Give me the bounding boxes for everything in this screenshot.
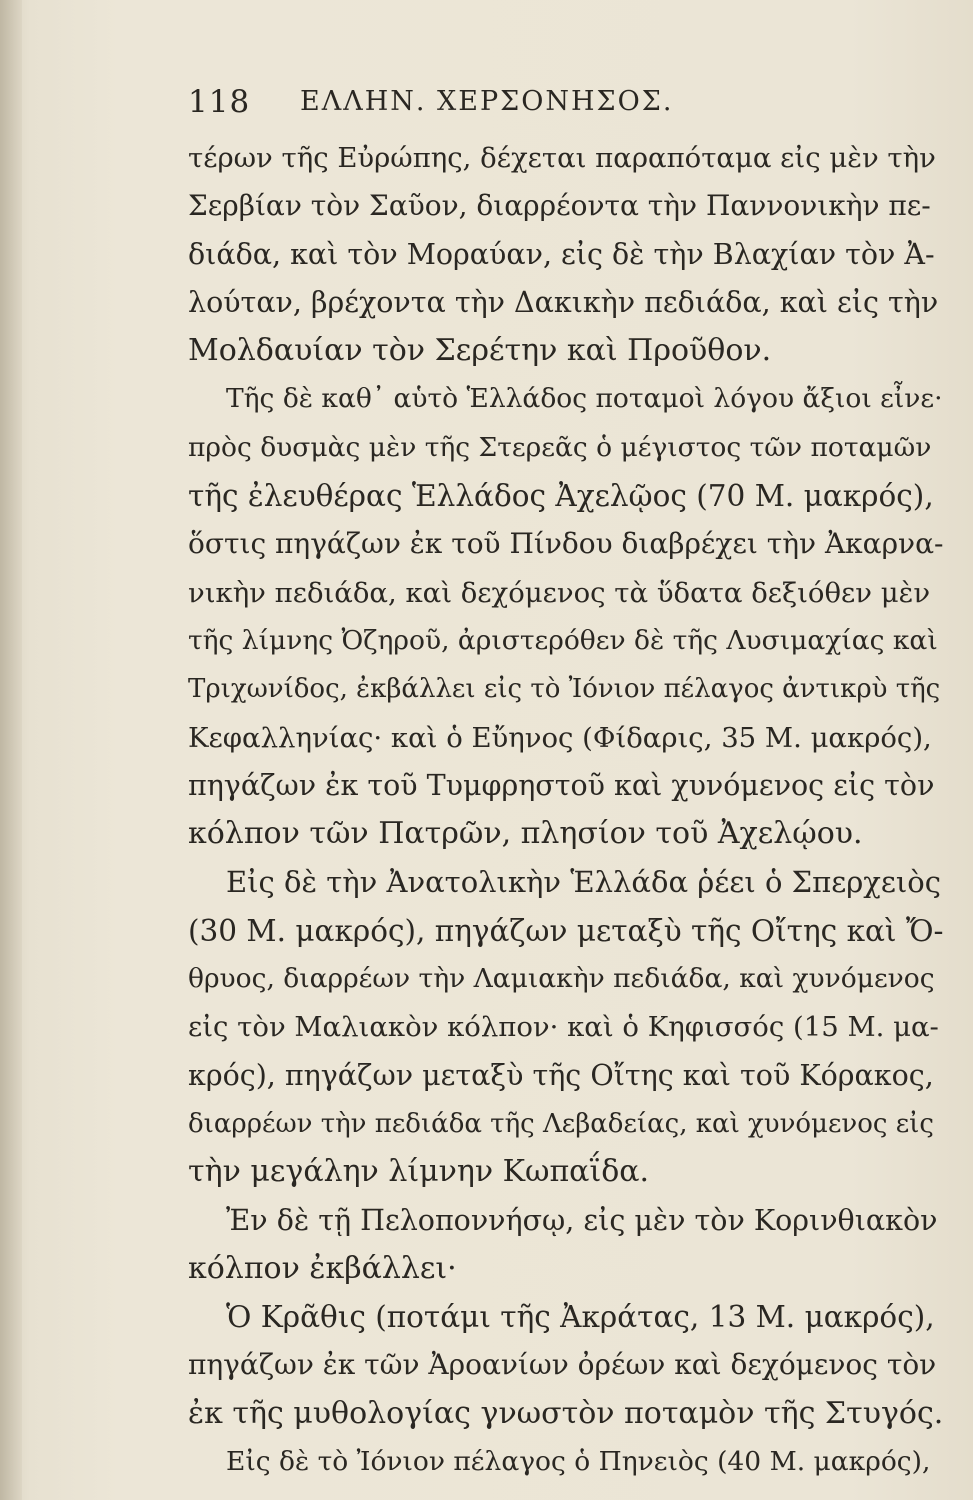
text-line: διάδα, καὶ τὸν Μοραύαν, εἰς δὲ τὴν Βλαχίαν τὸν Ἀ-	[188, 237, 935, 271]
text-line: κρός), πηγάζων μεταξὺ τῆς Οἴτης καὶ τοῦ Κόρακος,	[188, 1058, 934, 1092]
body-text	[188, 134, 943, 1486]
text-line: Σερβίαν τὸν Σαῦον, διαρρέοντα τὴν Παννονικὴν πε-	[188, 189, 931, 223]
text-line: πρὸς δυσμὰς μὲν τῆς Στερεᾶς ὁ μέγιστος τῶν ποταμῶν	[188, 431, 932, 463]
text-line: Μολδαυίαν τὸν Σερέτην καὶ Προῦθον.	[188, 333, 772, 369]
text-line: Ὁ Κρᾶθις (ποτάμι τῆς Ἀκράτας, 13 Μ. μακρός),	[226, 1300, 935, 1335]
text-line: λούταν, βρέχοντα τὴν Δακικὴν πεδιάδα, καὶ εἰς τὴν	[188, 285, 939, 319]
text-line: πηγάζων ἐκ τῶν Ἀροανίων ὀρέων καὶ δεχόμενος τὸν	[188, 1348, 937, 1382]
page-header	[188, 84, 728, 134]
text-line: Εἰς δὲ τὸ Ἰόνιον πέλαγος ὁ Πηνειὸς (40 Μ. μακρός),	[226, 1446, 931, 1478]
page-gutter	[0, 0, 22, 1500]
text-line: Ἐν δὲ τῇ Πελοποννήσῳ, εἰς μὲν τὸν Κορινθιακὸν	[226, 1203, 938, 1237]
text-line: Τῆς δὲ καθ᾽ αὑτὸ Ἑλλάδος ποταμοὶ λόγου ἄξιοι εἶνε·	[226, 383, 943, 415]
text-line: τῆς λίμνης Ὀζηροῦ, ἀριστερόθεν δὲ τῆς Λυσιμαχίας καὶ	[188, 624, 938, 656]
text-line: διαρρέων τὴν πεδιάδα τῆς Λεβαδείας, καὶ χυνόμενος εἰς	[188, 1108, 934, 1139]
text-line: κόλπον τῶν Πατρῶν, πλησίον τοῦ Ἀχελῴου.	[188, 816, 863, 852]
text-line: νικὴν πεδιάδα, καὶ δεχόμενος τὰ ὕδατα δεξιόθεν μὲν	[188, 576, 931, 609]
text-line: (30 Μ. μακρός), πηγάζων μεταξὺ τῆς Οἴτης καὶ Ὄ-	[188, 913, 944, 948]
text-line: τὴν μεγάλην λίμνην Κωπαΐδα.	[188, 1154, 650, 1190]
text-line: τέρων τῆς Εὐρώπης, δέχεται παραπόταμα εἰς μὲν τὴν	[188, 142, 936, 174]
text-line: τῆς ἐλευθέρας Ἑλλάδος Ἀχελῷος (70 Μ. μακρός),	[188, 479, 934, 514]
running-title: ΕΛΛΗΝ. ΧΕΡΣΟΝΗΣΟΣ.	[300, 86, 674, 117]
text-line: ὅστις πηγάζων ἐκ τοῦ Πίνδου διαβρέχει τὴν Ἀκαρνα-	[188, 527, 944, 561]
text-line: Κεφαλληνίας· καὶ ὁ Εὔηνος (Φίδαρις, 35 Μ. μακρός),	[188, 721, 932, 754]
text-line: ἐκ τῆς μυθολογίας γνωστὸν ποταμὸν τῆς Στυγός.	[188, 1395, 944, 1431]
text-line: Τριχωνίδος, ἐκβάλλει εἰς τὸ Ἰόνιον πέλαγος ἀντικρὺ τῆς	[188, 674, 941, 705]
text-line: Εἰς δὲ τὴν Ἀνατολικὴν Ἑλλάδα ῥέει ὁ Σπερχειὸς	[226, 865, 941, 900]
page-number: 118	[188, 84, 251, 120]
text-line: θρυος, διαρρέων τὴν Λαμιακὴν πεδιάδα, καὶ χυνόμενος	[188, 963, 935, 995]
text-line: κόλπον ἐκβάλλει·	[188, 1250, 457, 1286]
text-line: πηγάζων ἐκ τοῦ Τυμφρηστοῦ καὶ χυνόμενος εἰς τὸν	[188, 768, 935, 802]
text-line: εἰς τὸν Μαλιακὸν κόλπον· καὶ ὁ Κηφισσός (15 Μ. μα-	[188, 1011, 939, 1044]
